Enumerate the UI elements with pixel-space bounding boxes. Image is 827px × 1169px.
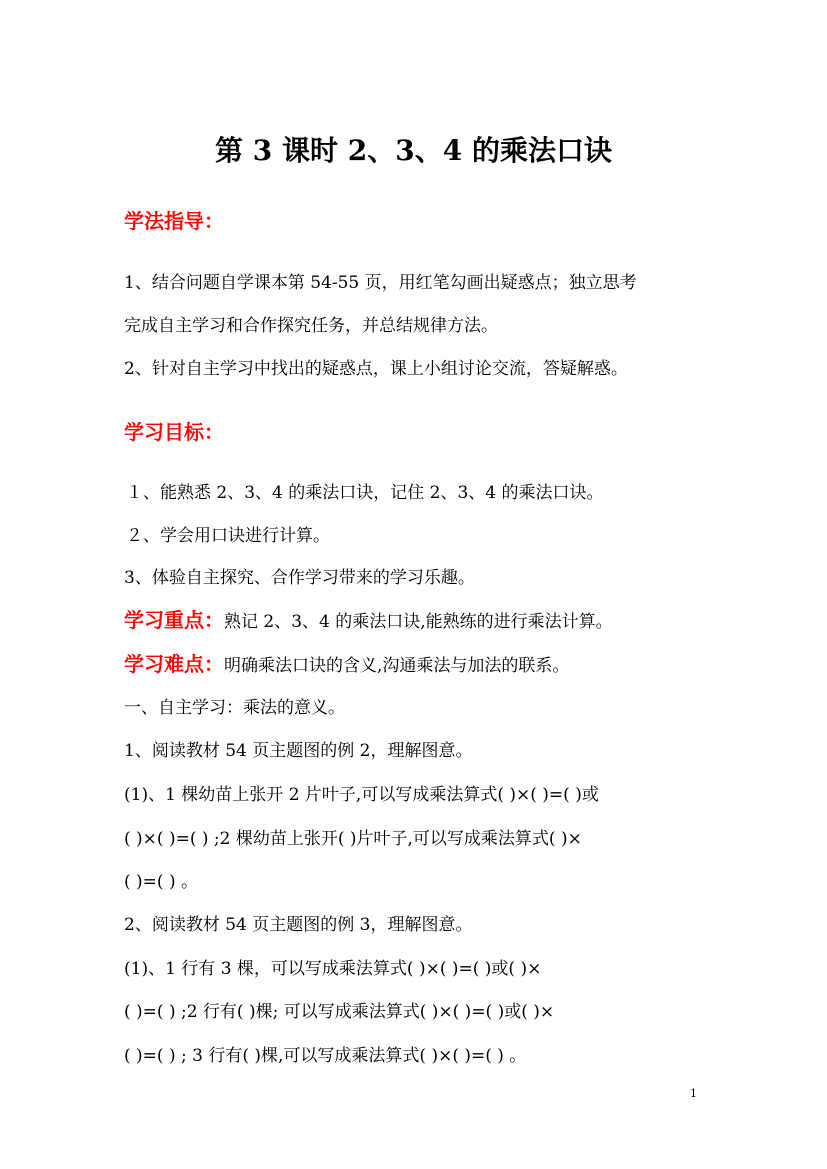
question-1-sub-line-2: ( )×( )=( ) ;2 棵幼苗上张开( )片叶子,可以写成乘法算式( )× bbox=[124, 829, 582, 849]
goal-item-3: 3、体验自主探究、合作学习带来的学习乐趣。 bbox=[124, 568, 475, 588]
study-method-item-2: 2、针对自主学习中找出的疑惑点，课上小组讨论交流，答疑解惑。 bbox=[124, 359, 628, 379]
difficult-point-line bbox=[124, 652, 709, 678]
difficult-point-label: 学习难点： bbox=[124, 652, 224, 676]
goal-item-1: １、能熟悉 2、3、4 的乘法口诀，记住 2、3、4 的乘法口诀。 bbox=[126, 483, 604, 503]
question-2-sub-line-1: (1)、1 行有 3 棵，可以写成乘法算式( )×( )=( )或( )× bbox=[124, 959, 542, 979]
question-1-sub-line-1: (1)、1 棵幼苗上张开 2 片叶子,可以写成乘法算式( )×( )=( )或 bbox=[124, 785, 599, 805]
difficult-point-text: 明确乘法口诀的含义,沟通乘法与加法的联系。 bbox=[224, 656, 570, 676]
part-1-heading: 一、自主学习：乘法的意义。 bbox=[124, 698, 345, 718]
page-number: 1 bbox=[690, 1087, 697, 1100]
question-1: 1、阅读教材 54 页主题图的例 2，理解图意。 bbox=[124, 741, 473, 761]
study-method-item-1-line-1: 1、结合问题自学课本第 54-55 页，用红笔勾画出疑惑点；独立思考 bbox=[124, 273, 637, 293]
goal-item-2: ２、学会用口诀进行计算。 bbox=[126, 526, 330, 546]
key-point-line bbox=[124, 608, 709, 634]
study-method-heading: 学法指导： bbox=[124, 209, 224, 233]
question-2-sub-line-3: ( )=( ) ; 3 行有( )棵,可以写成乘法算式( )×( )=( ) 。 bbox=[124, 1046, 527, 1066]
question-2: 2、阅读教材 54 页主题图的例 3，理解图意。 bbox=[124, 915, 473, 935]
key-point-label: 学习重点： bbox=[124, 608, 224, 632]
question-2-sub-line-2: ( )=( ) ;2 行有( )棵; 可以写成乘法算式( )×( )=( )或( )× bbox=[124, 1002, 555, 1022]
study-method-item-1-line-2: 完成自主学习和合作探究任务，并总结规律方法。 bbox=[124, 316, 498, 336]
key-point-text: 熟记 2、3、4 的乘法口诀,能熟练的进行乘法计算。 bbox=[224, 612, 613, 632]
goals-heading: 学习目标： bbox=[124, 420, 224, 444]
question-1-sub-line-3: ( )=( ) 。 bbox=[124, 872, 198, 892]
page-title: 第 3 课时 2、3、4 的乘法口诀 bbox=[215, 134, 612, 167]
